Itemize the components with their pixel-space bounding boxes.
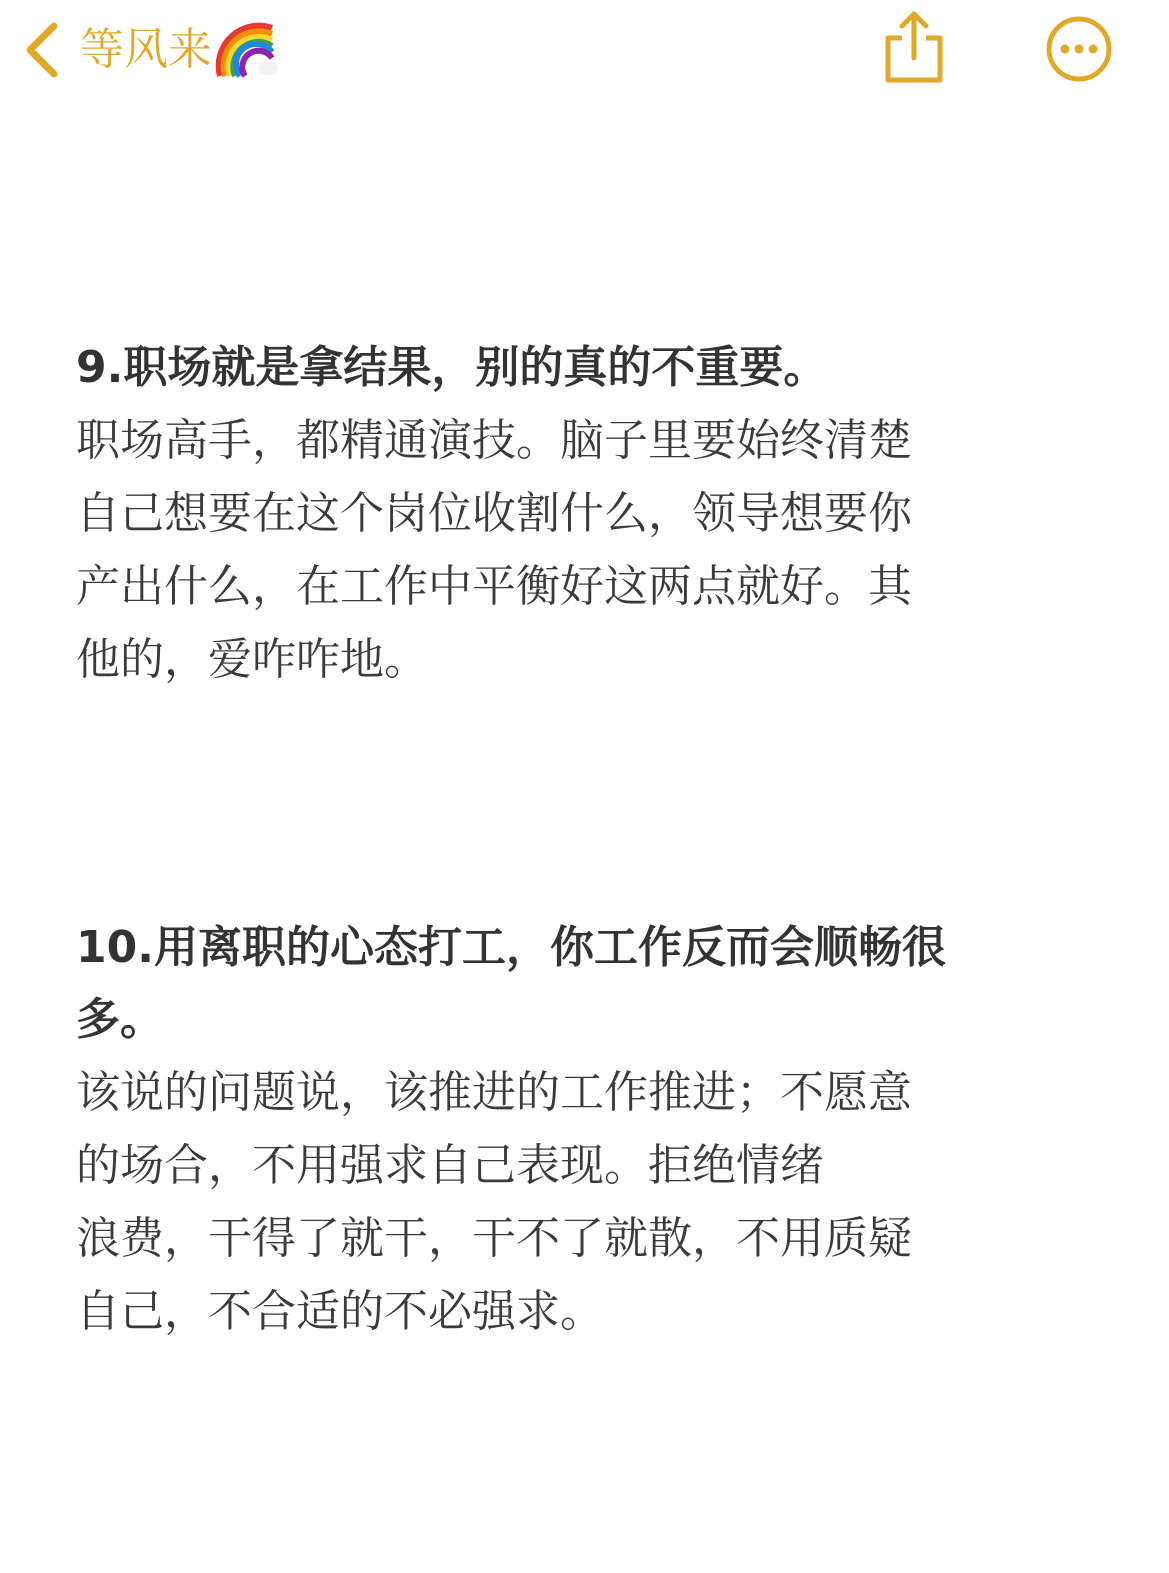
share-button[interactable] [882,8,946,84]
note-body-line: 他的，爱咋咋地。 [76,634,428,685]
note-body-line: 自己，不合适的不必强求。 [76,1286,604,1337]
navigation-bar [0,0,1169,100]
note-heading-line: 10.用离职的心态打工，你工作反而会顺畅很 [76,922,946,973]
note-body-line: 职场高手，都精通演技。脑子里要始终清楚 [76,415,912,466]
note-section [76,912,1086,1348]
back-button[interactable] [22,18,278,82]
more-icon [1044,69,1114,88]
note-heading: 9.职场就是拿结果，别的真的不重要。 [76,342,828,393]
chevron-left-icon [22,20,62,80]
more-button[interactable] [1044,14,1114,84]
note-body-line: 自己想要在这个岗位收割什么，领导想要你 [76,488,912,539]
note-heading-line: 多。 [76,994,164,1045]
note-section [76,332,1086,696]
back-label: 等风来 [80,24,212,75]
share-icon [882,69,946,88]
note-body-line: 产出什么，在工作中平衡好这两点就好。其 [76,561,912,612]
note-body [76,1056,1086,1348]
note-body [76,404,1086,696]
note-heading [76,912,1086,1056]
note-body-line: 浪费，干得了就干，干不了就散，不用质疑 [76,1213,912,1264]
note-body-line: 的场合，不用强求自己表现。拒绝情绪 [76,1140,824,1191]
rainbow-icon [214,18,278,82]
note-body-line: 该说的问题说，该推进的工作推进；不愿意 [76,1067,912,1118]
